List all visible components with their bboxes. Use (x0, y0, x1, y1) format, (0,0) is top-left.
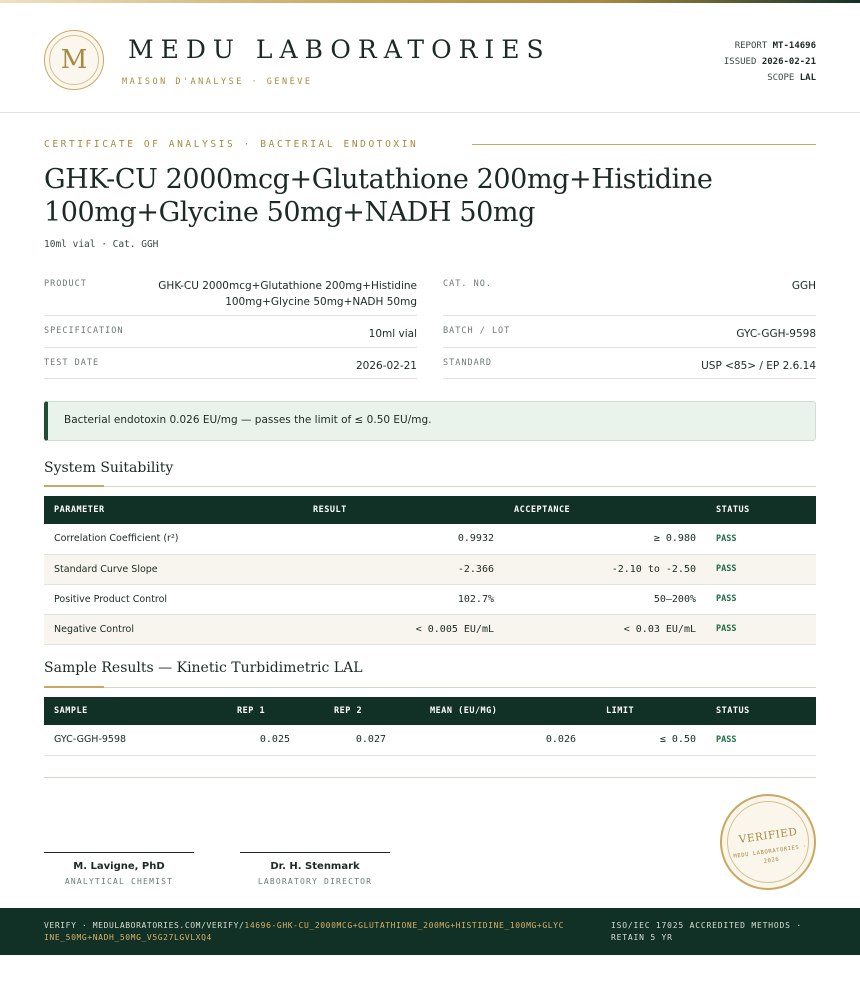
report-meta (724, 38, 816, 86)
suitability-accent (44, 485, 104, 487)
column-header: STATUS (706, 496, 816, 524)
column-header: LIMIT (586, 697, 706, 725)
signature-block (44, 852, 194, 886)
info-label: PRODUCT (44, 279, 87, 289)
info-value: 2026-02-21 (355, 360, 417, 372)
column-header: REP 1 (204, 697, 300, 725)
verified-seal (714, 788, 822, 896)
info-row-catalog (443, 272, 816, 316)
column-header: RESULT (244, 496, 504, 524)
info-row-product (44, 272, 417, 316)
status-badge: PASS (706, 524, 816, 554)
result-banner (44, 401, 816, 441)
logo-monogram: M (49, 35, 99, 85)
column-header: SAMPLE (44, 697, 204, 725)
suitability-title: System Suitability (44, 460, 174, 476)
seal-main-text: VERIFIED (738, 825, 799, 846)
status-badge: PASS (706, 614, 816, 644)
result-cell: < 0.005 EU/mL (244, 614, 504, 644)
table-header-row (44, 697, 816, 725)
info-label: STANDARD (443, 358, 492, 368)
status-badge: PASS (706, 725, 816, 755)
verify-link[interactable] (44, 920, 564, 944)
rep1-cell: 0.025 (204, 725, 300, 755)
table-row (44, 524, 816, 554)
eyebrow-divider (472, 144, 816, 145)
certificate-eyebrow (44, 139, 816, 151)
info-label: CAT. NO. (443, 279, 492, 289)
mean-cell: 0.026 (396, 725, 586, 755)
info-label: BATCH / LOT (443, 326, 511, 336)
brand-name: MEDU LABORATORIES (128, 35, 551, 64)
parameter-cell: Negative Control (44, 614, 244, 644)
info-row-test-date (44, 348, 417, 379)
eyebrow-text: CERTIFICATE OF ANALYSIS · BACTERIAL ENDOTOXIN (44, 139, 419, 150)
rep2-cell: 0.027 (300, 725, 396, 755)
info-grid-left (44, 272, 417, 379)
parameter-cell: Standard Curve Slope (44, 554, 244, 584)
signatory-name: M. Lavigne, PhD (73, 861, 165, 872)
verify-prefix: VERIFY · MEDULABORATORIES.COM/VERIFY/ (44, 921, 245, 930)
parameter-cell: Correlation Coefficient (r²) (44, 524, 244, 554)
acceptance-cell: ≥ 0.980 (504, 524, 706, 554)
info-value: GYC-GGH-9598 (736, 328, 816, 340)
table-header-row (44, 496, 816, 524)
table-row (44, 584, 816, 614)
seal-sub-text: MEDU LABORATORIES · 2026 (733, 843, 808, 865)
content-end-rule (44, 777, 816, 778)
column-header: STATUS (706, 697, 816, 725)
seal-ring (722, 796, 815, 889)
info-value: 10ml vial (368, 328, 417, 340)
limit-cell: ≤ 0.50 (586, 725, 706, 755)
table-row (44, 725, 816, 755)
result-cell: -2.366 (244, 554, 504, 584)
signature-line (44, 852, 194, 853)
info-value: GHK-CU 2000mcg+Glutathione 200mg+Histidine 100mg+Glycine 50mg+NADH 50mg (158, 280, 417, 308)
sample-cell: GYC-GGH-9598 (44, 725, 204, 755)
page-footer (0, 908, 860, 955)
samples-table (44, 697, 816, 756)
info-row-batch (443, 316, 816, 348)
issued-date: ISSUED 2026-02-21 (723, 57, 816, 67)
banner-text: Bacterial endotoxin 0.026 EU/mg — passes the limit of ≤ 0.50 EU/mg. (64, 414, 432, 426)
samples-rule (44, 687, 816, 688)
signature-block (240, 852, 390, 886)
status-badge: PASS (706, 554, 816, 584)
signatory-role: LABORATORY DIRECTOR (257, 877, 373, 886)
result-cell: 102.7% (244, 584, 504, 614)
table-row (44, 554, 816, 584)
lab-logo (44, 30, 104, 90)
samples-accent (44, 686, 104, 688)
info-grid-right (443, 272, 816, 379)
page-header (0, 3, 860, 113)
signatory-name: Dr. H. Stenmark (270, 861, 360, 872)
scope: SCOPE LAL (767, 73, 816, 83)
parameter-cell: Positive Product Control (44, 584, 244, 614)
column-header: REP 2 (300, 697, 396, 725)
product-title: GHK-CU 2000mcg+Glutathione 200mg+Histidine 100mg+Glycine 50mg+NADH 50mg (44, 164, 713, 228)
info-value: USP <85> / EP 2.6.14 (701, 360, 816, 372)
info-row-standard (443, 348, 816, 379)
brand-tagline: MAISON D'ANALYSE · GENÈVE (122, 77, 313, 87)
acceptance-cell: 50–200% (504, 584, 706, 614)
table-row (44, 614, 816, 644)
report-number: REPORT MT-14696 (734, 41, 816, 51)
suitability-rule (44, 486, 816, 487)
signatory-role: ANALYTICAL CHEMIST (64, 877, 174, 886)
accreditation-note: ISO/IEC 17025 ACCREDITED METHODS · RETAIN 5 YR (611, 921, 802, 942)
info-row-specification (44, 316, 417, 348)
result-cell: 0.9932 (244, 524, 504, 554)
status-badge: PASS (706, 584, 816, 614)
acceptance-cell: -2.10 to -2.50 (504, 554, 706, 584)
verify-code: 14696-GHK-CU_2000MCG+GLUTATHIONE_200MG+HISTIDINE_100MG+GLYCINE_50MG+NADH_50MG_V5G27LGVLXQ4 (44, 921, 564, 942)
samples-title: Sample Results — Kinetic Turbidimetric LAL (44, 660, 363, 676)
column-header: MEAN (EU/MG) (396, 697, 586, 725)
info-label: SPECIFICATION (44, 326, 124, 336)
info-label: TEST DATE (44, 358, 100, 368)
column-header: ACCEPTANCE (504, 496, 706, 524)
product-subline: 10ml vial · Cat. GGH (44, 239, 159, 250)
signature-line (240, 852, 390, 853)
column-header: PARAMETER (44, 496, 244, 524)
acceptance-cell: < 0.03 EU/mL (504, 614, 706, 644)
suitability-table (44, 496, 816, 645)
info-value: GGH (791, 280, 816, 292)
